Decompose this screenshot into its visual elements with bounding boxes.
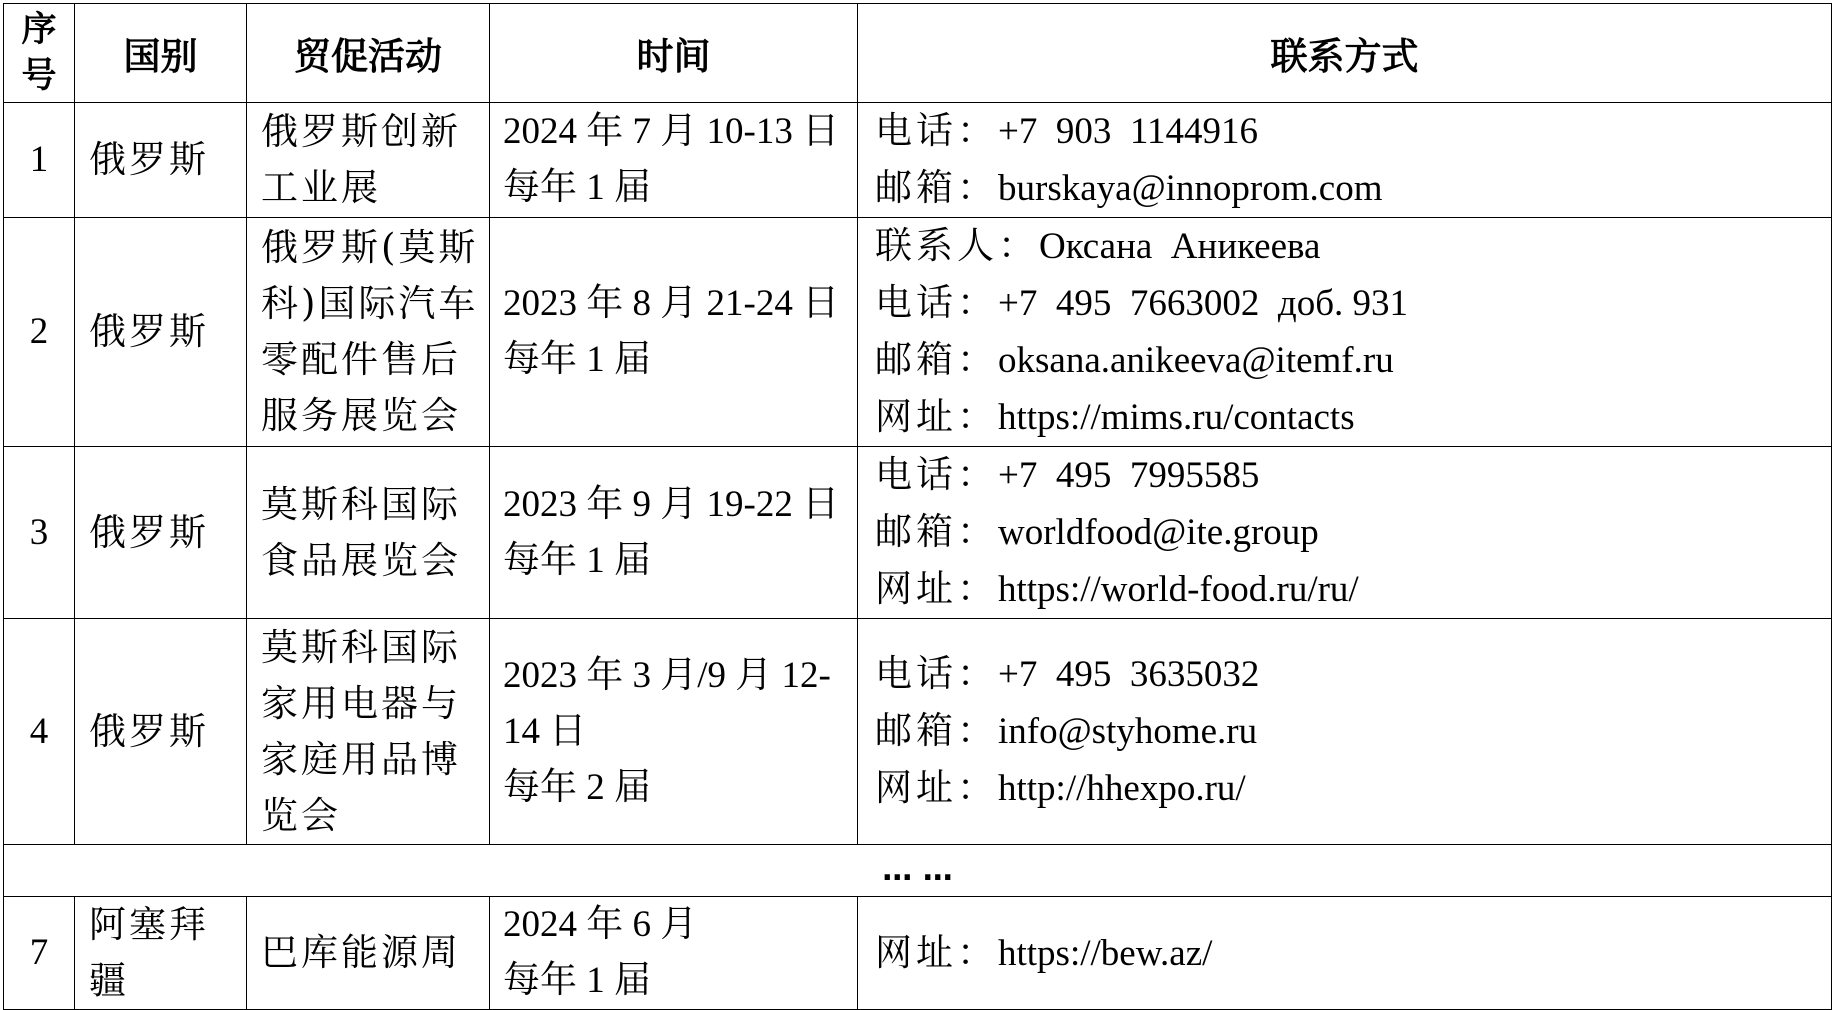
time-line: 2023 年 8 月 21-24 日 (503, 283, 840, 324)
activity-cell (247, 897, 490, 1010)
contact-label: 电话： (875, 109, 998, 152)
contact-line (875, 703, 1831, 760)
country-line: 阿塞拜 (89, 903, 209, 946)
contact-label: 电话： (875, 453, 998, 496)
contact-value: burskaya@innoprom.com (998, 168, 1383, 209)
activity-line: 俄罗斯创新 (261, 110, 461, 153)
contact-line (875, 332, 1831, 389)
contact-cell (858, 897, 1832, 1010)
time-line: 每年 1 届 (503, 339, 651, 380)
header-seq-line1: 序 (21, 10, 57, 50)
activity-line: 工业展 (261, 166, 381, 209)
activity-line: 家庭用品博 (261, 737, 461, 781)
contact-cell (858, 447, 1832, 619)
table-row (4, 619, 1832, 845)
activity-line: 莫斯科国际 (261, 625, 461, 669)
time-cell (490, 218, 858, 447)
table-row (4, 897, 1832, 1010)
time-line: 每年 2 届 (503, 766, 651, 808)
activity-line: 服务展览会 (261, 394, 461, 437)
header-seq (4, 4, 75, 103)
contact-value: https://bew.az/ (998, 932, 1213, 974)
time-line: 2024 年 7 月 10-13 日 (503, 111, 840, 152)
contact-value: +7 495 7995585 (998, 455, 1260, 496)
country-line: 俄罗斯 (89, 510, 209, 554)
table-row (4, 103, 1832, 218)
activity-cell (247, 619, 490, 845)
contact-label: 网址： (875, 766, 998, 809)
table-row (4, 218, 1832, 447)
header-contact: 联系方式 (858, 4, 1832, 103)
header-seq-line2: 号 (21, 56, 57, 96)
activity-cell (247, 447, 490, 619)
contact-label: 邮箱： (875, 166, 998, 209)
row-number: 2 (4, 218, 75, 447)
contact-line (875, 760, 1831, 817)
activity-line: 俄罗斯(莫斯 (261, 226, 479, 269)
contact-line (875, 925, 1831, 982)
activity-line: 巴库能源周 (261, 931, 461, 974)
contact-label: 电话： (875, 281, 998, 324)
activity-line: 零配件售后 (261, 338, 461, 381)
contact-value: info@styhome.ru (998, 711, 1258, 752)
country-cell (75, 218, 247, 447)
contact-label: 邮箱： (875, 338, 998, 381)
contact-label: 网址： (875, 395, 998, 438)
contact-line (875, 103, 1831, 160)
time-cell (490, 447, 858, 619)
time-line: 2023 年 9 月 19-22 日 (503, 483, 840, 525)
time-line: 2024 年 6 月 (503, 904, 698, 945)
country-cell (75, 447, 247, 619)
contact-value: +7 903 1144916 (998, 111, 1258, 152)
table-row (4, 447, 1832, 619)
contact-label: 网址： (875, 567, 998, 610)
contact-value: +7 495 7663002 доб. 931 (998, 283, 1409, 324)
country-line: 俄罗斯 (89, 709, 209, 753)
contact-value: +7 495 3635032 (998, 654, 1260, 695)
country-line: 俄罗斯 (89, 310, 209, 353)
time-cell (490, 619, 858, 845)
contact-cell (858, 103, 1832, 218)
contact-value: Оксана Аникеева (1039, 226, 1321, 267)
activity-line: 家用电器与 (261, 681, 461, 725)
contact-line (875, 561, 1831, 618)
contact-value: oksana.anikeeva@itemf.ru (998, 340, 1394, 381)
time-line: 每年 1 届 (503, 960, 651, 1001)
time-line: 每年 1 届 (503, 167, 651, 208)
contact-line (875, 160, 1831, 217)
contact-cell (858, 619, 1832, 845)
header-activity: 贸促活动 (247, 4, 490, 103)
time-cell (490, 897, 858, 1010)
activity-line: 览会 (261, 793, 341, 837)
time-line: 2023 年 3 月/9 月 12- (503, 654, 831, 696)
time-line: 每年 1 届 (503, 539, 651, 581)
contact-label: 网址： (875, 930, 998, 974)
row-number: 1 (4, 103, 75, 218)
contact-cell (858, 218, 1832, 447)
row-number: 3 (4, 447, 75, 619)
trade-events-table (3, 3, 1832, 1010)
contact-line (875, 504, 1831, 561)
contact-line (875, 389, 1831, 446)
row-number: 7 (4, 897, 75, 1010)
ellipsis: … … (4, 845, 1832, 897)
time-cell (490, 103, 858, 218)
activity-line: 莫斯科国际 (261, 482, 461, 526)
contact-value: http://hhexpo.ru/ (998, 768, 1246, 809)
country-cell (75, 897, 247, 1010)
country-line: 疆 (89, 959, 129, 1002)
country-cell (75, 103, 247, 218)
contact-line (875, 218, 1831, 275)
contact-line (875, 447, 1831, 504)
time-line: 14 日 (503, 710, 587, 752)
activity-line: 科)国际汽车 (261, 282, 479, 325)
header-country: 国别 (75, 4, 247, 103)
activity-cell (247, 103, 490, 218)
activity-line: 食品展览会 (261, 538, 461, 582)
header-time: 时间 (490, 4, 858, 103)
contact-line (875, 646, 1831, 703)
contact-line (875, 275, 1831, 332)
contact-value: worldfood@ite.group (998, 512, 1319, 553)
contact-label: 联系人： (875, 224, 1039, 267)
contact-label: 邮箱： (875, 709, 998, 752)
table-body (4, 103, 1832, 1010)
activity-cell (247, 218, 490, 447)
contact-label: 电话： (875, 652, 998, 695)
contact-value: https://world-food.ru/ru/ (998, 569, 1359, 610)
contact-value: https://mims.ru/contacts (998, 397, 1355, 438)
country-cell (75, 619, 247, 845)
header-row (4, 4, 1832, 103)
contact-label: 邮箱： (875, 510, 998, 553)
country-line: 俄罗斯 (89, 138, 209, 181)
row-number: 4 (4, 619, 75, 845)
ellipsis-row (4, 845, 1832, 897)
